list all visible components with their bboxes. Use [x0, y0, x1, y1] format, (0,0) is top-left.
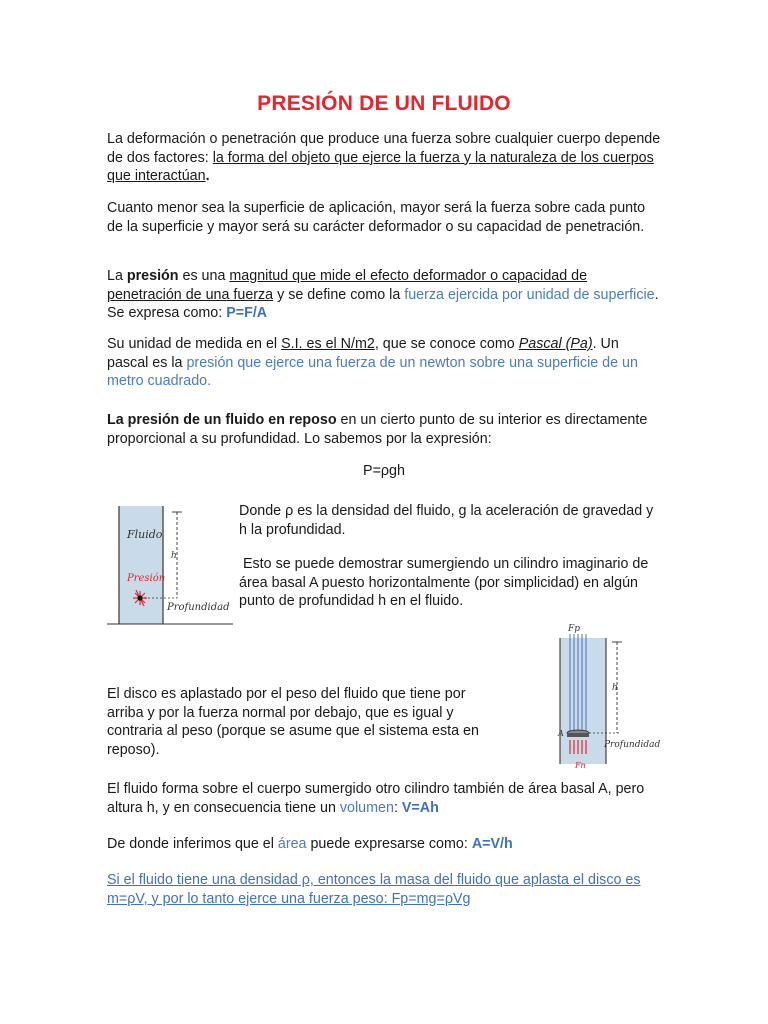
p9-formula: V=Ah	[401, 799, 439, 816]
p1-text: La deformación o penetración que produce una fuerza sobre cualquier cuerpo depende de dos factores:	[107, 131, 661, 166]
submerged-disk-figure	[540, 620, 665, 772]
fig2-h-label: h	[612, 683, 618, 693]
p3-text-c: es una	[178, 268, 230, 284]
p3-definition: magnitud que mide el efecto deformador o capacidad de penetración de una fuerza	[107, 268, 588, 303]
fig1-h-label: h	[171, 551, 177, 561]
p5-bold: La presión de un fluido en reposo	[107, 412, 337, 428]
p9-volumen: volumen	[339, 799, 394, 816]
paragraph-4	[107, 335, 662, 391]
p3-text-e: y se define como la	[273, 286, 405, 303]
fluid-column	[119, 506, 166, 624]
p4-text-c: , que se conoce como	[374, 336, 519, 352]
paragraph-6: Donde ρ es la densidad del fluido, g la aceleración de gravedad y h la profundidad.	[239, 503, 654, 538]
paragraph-8: El disco es aplastado por el peso del fluido que tiene por arriba y por la fuerza normal por debajo, que es igual y contraria al peso (porque se asume que el sistema esta en reposo).	[107, 686, 479, 758]
p3-blue-phrase: fuerza ejercida por unidad de superficie	[404, 286, 655, 303]
paragraph-2: Cuanto menor sea la superficie de aplicación, mayor será la fuerza sobre cada punto de la superficie y mayor será su carácter deformador o su capacidad de penetración.	[107, 200, 646, 235]
p4-pascal: Pascal (Pa)	[518, 336, 593, 352]
p3-formula: P=F/A	[226, 305, 268, 322]
p4-text-e: . Un pascal es la	[107, 336, 619, 371]
p10-text-c: puede expresarse como:	[306, 836, 472, 852]
page-title: PRESIÓN DE UN FLUIDO	[257, 92, 511, 115]
p10-area: área	[277, 836, 307, 852]
formula-pgh: P=ρgh	[363, 463, 405, 479]
p3-text-a: La	[107, 268, 127, 284]
fig1-pressure-label: Presión	[127, 573, 166, 584]
p9-text: El fluido forma sobre el cuerpo sumergido otro cilindro también de área basal A, pero altura h, y en consecuencia tiene un	[107, 781, 645, 816]
p4-blue-phrase: presión que ejerce una fuerza de un newton sobre una superficie de un metro cuadrado.	[107, 354, 638, 390]
paragraph-7: Esto se puede demostrar sumergiendo un cilindro imaginario de área basal A puesto horizontalmente (por simplicidad) en algún punto de profundidad h en el fluido.	[239, 556, 649, 610]
fluid-column-2	[560, 638, 606, 764]
p5-text: en un cierto punto de su interior es directamente proporcional a su profundidad. Lo sabemos por la expresión:	[107, 412, 648, 447]
paragraph-9	[107, 780, 662, 817]
fluid-column-figure	[107, 498, 233, 630]
fig2-top-label: Fp	[568, 624, 581, 634]
p1-period: .	[205, 168, 210, 185]
paragraph-10	[107, 835, 662, 854]
fig2-bottom-label: Fn	[575, 761, 586, 770]
paragraph-3	[107, 267, 662, 323]
p10-text: De donde inferimos que el	[107, 836, 278, 852]
p10-formula: A=V/h	[471, 836, 513, 852]
fig2-a-label: A	[558, 729, 564, 738]
p1-underlined: la forma del objeto que ejerce la fuerza y la naturaleza de los cuerpos que interactúan	[107, 149, 654, 185]
fig1-depth-label: Profundidad	[167, 602, 230, 613]
paragraph-11	[107, 871, 662, 908]
p3-text-g: . Se expresa como:	[107, 286, 659, 322]
p3-presion: presión	[126, 268, 179, 284]
p11-link: Si el fluido tiene una densidad ρ, entonces la masa del fluido que aplasta el disco es m=ρV, y por lo tanto ejerce una fuerza peso: Fp=mg=ρVg	[107, 872, 641, 907]
paragraph-5	[107, 411, 662, 448]
fig2-depth-label: Profundidad	[604, 740, 661, 750]
paragraph-1	[107, 130, 662, 186]
p4-text-a: Su unidad de medida en el	[107, 336, 282, 352]
p4-unit: S.I. es el N/m2	[281, 336, 375, 352]
p9-colon: :	[393, 799, 402, 816]
fig1-fluid-label: Fluido	[127, 528, 163, 541]
